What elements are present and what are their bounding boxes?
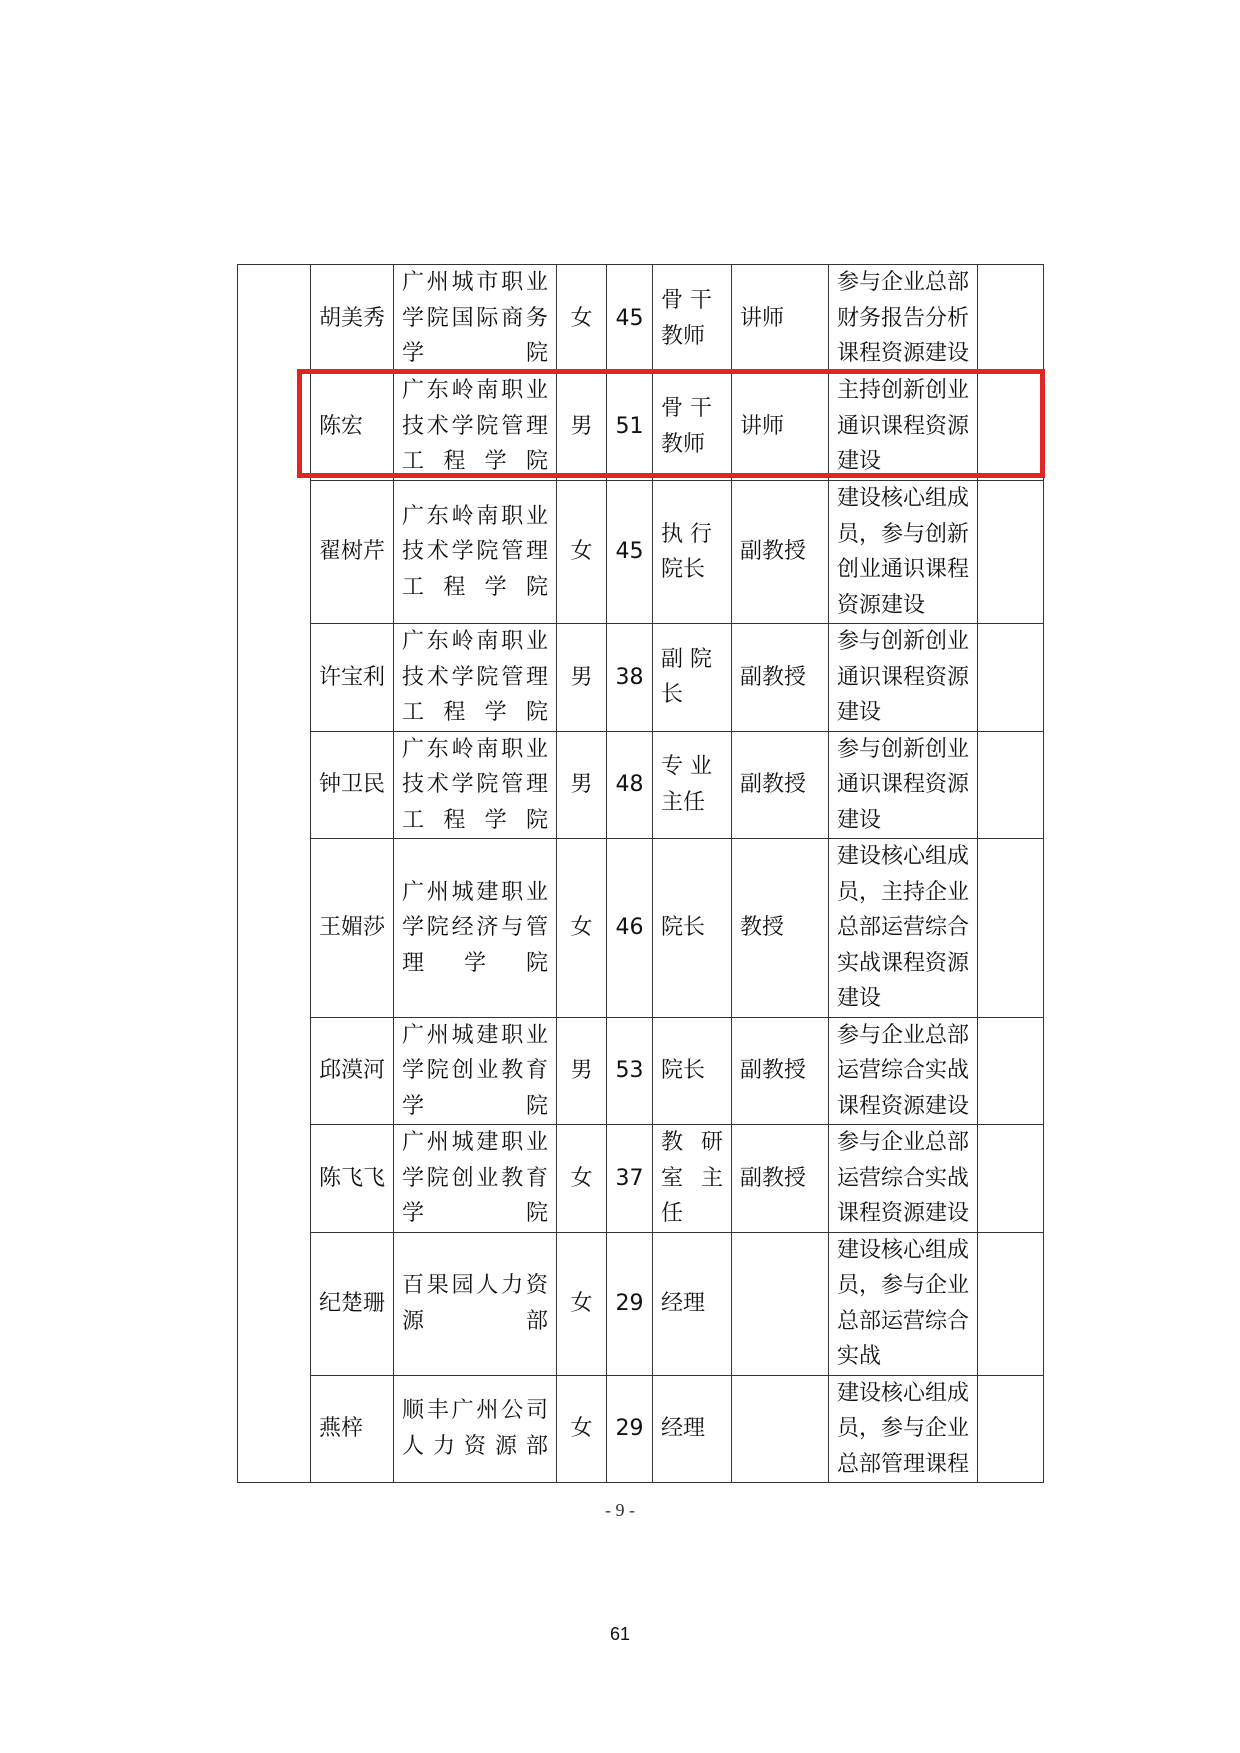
gender-cell: 女 [557, 1375, 607, 1483]
unit-cell: 百果园人力资源部 [394, 1232, 557, 1375]
age-cell: 29 [607, 1375, 653, 1483]
title-cell: 讲师 [732, 265, 829, 373]
title-cell: 副教授 [732, 1125, 829, 1233]
title-cell: 副教授 [732, 624, 829, 732]
task-cell: 参与创新创业通识课程资源建设 [829, 731, 978, 839]
gender-cell: 女 [557, 481, 607, 624]
position-cell: 教 研 室 主 任 [653, 1125, 732, 1233]
note-cell [978, 373, 1044, 481]
gender-cell: 女 [557, 1232, 607, 1375]
note-cell [978, 624, 1044, 732]
note-cell [978, 1232, 1044, 1375]
unit-cell: 广州城市职业学院国际商务学院 [394, 265, 557, 373]
note-cell [978, 1125, 1044, 1233]
name-cell: 翟树芹 [311, 481, 394, 624]
note-cell [978, 839, 1044, 1018]
outer-page-number: 61 [609, 1624, 631, 1644]
position-cell: 经理 [653, 1232, 732, 1375]
gender-cell: 男 [557, 624, 607, 732]
age-cell: 38 [607, 624, 653, 732]
unit-cell: 广州城建职业学院创业教育学院 [394, 1125, 557, 1233]
name-cell: 陈宏 [311, 373, 394, 481]
gender-cell: 女 [557, 1125, 607, 1233]
task-cell: 建设核心组成员，参与企业总部管理课程 [829, 1375, 978, 1483]
name-cell: 邱漠河 [311, 1017, 394, 1125]
name-cell: 胡美秀 [311, 265, 394, 373]
unit-cell: 广东岭南职业技术学院管理工程学院 [394, 624, 557, 732]
age-cell: 45 [607, 481, 653, 624]
age-cell: 45 [607, 265, 653, 373]
note-cell [978, 1375, 1044, 1483]
task-cell: 参与创新创业通识课程资源建设 [829, 624, 978, 732]
table-row [238, 481, 1044, 624]
gender-cell: 女 [557, 265, 607, 373]
table-row [238, 839, 1044, 1018]
task-cell: 参与企业总部运营综合实战课程资源建设 [829, 1125, 978, 1233]
title-cell: 副教授 [732, 481, 829, 624]
title-cell: 讲师 [732, 373, 829, 481]
age-cell: 48 [607, 731, 653, 839]
task-cell: 建设核心组成员，主持企业总部运营综合实战课程资源建设 [829, 839, 978, 1018]
name-cell: 王媚莎 [311, 839, 394, 1018]
name-cell: 钟卫民 [311, 731, 394, 839]
unit-cell: 顺丰广州公司人力资源部 [394, 1375, 557, 1483]
age-cell: 29 [607, 1232, 653, 1375]
gender-cell: 男 [557, 373, 607, 481]
table-row [238, 1232, 1044, 1375]
position-cell: 院长 [653, 839, 732, 1018]
note-cell [978, 265, 1044, 373]
name-cell: 许宝利 [311, 624, 394, 732]
inner-page-number: - 9 - [605, 1500, 635, 1520]
table-row [238, 373, 1044, 481]
name-cell: 陈飞飞 [311, 1125, 394, 1233]
table-row [238, 731, 1044, 839]
table-row [238, 1375, 1044, 1483]
title-cell [732, 1232, 829, 1375]
unit-cell: 广州城建职业学院创业教育学院 [394, 1017, 557, 1125]
staff-table [237, 264, 1044, 1483]
position-cell: 院长 [653, 1017, 732, 1125]
title-cell: 副教授 [732, 731, 829, 839]
task-cell: 参与企业总部财务报告分析课程资源建设 [829, 265, 978, 373]
position-cell: 骨 干 教师 [653, 373, 732, 481]
age-cell: 46 [607, 839, 653, 1018]
task-cell: 参与企业总部运营综合实战课程资源建设 [829, 1017, 978, 1125]
task-cell: 建设核心组成员，参与企业总部运营综合实战 [829, 1232, 978, 1375]
unit-cell: 广东岭南职业技术学院管理工程学院 [394, 481, 557, 624]
unit-cell: 广州城建职业学院经济与管理学院 [394, 839, 557, 1018]
task-cell: 建设核心组成员，参与创新创业通识课程资源建设 [829, 481, 978, 624]
table-row [238, 624, 1044, 732]
title-cell [732, 1375, 829, 1483]
note-cell [978, 731, 1044, 839]
position-cell: 经理 [653, 1375, 732, 1483]
age-cell: 37 [607, 1125, 653, 1233]
gender-cell: 女 [557, 839, 607, 1018]
name-cell: 燕梓 [311, 1375, 394, 1483]
gender-cell: 男 [557, 731, 607, 839]
position-cell: 副 院 长 [653, 624, 732, 732]
gender-cell: 男 [557, 1017, 607, 1125]
group-cell [238, 265, 311, 1483]
position-cell: 专 业 主任 [653, 731, 732, 839]
position-cell: 执 行 院长 [653, 481, 732, 624]
note-cell [978, 481, 1044, 624]
unit-cell: 广东岭南职业技术学院管理工程学院 [394, 373, 557, 481]
table-row [238, 1017, 1044, 1125]
title-cell: 教授 [732, 839, 829, 1018]
task-cell: 主持创新创业通识课程资源建设 [829, 373, 978, 481]
unit-cell: 广东岭南职业技术学院管理工程学院 [394, 731, 557, 839]
table-row [238, 1125, 1044, 1233]
name-cell: 纪楚珊 [311, 1232, 394, 1375]
note-cell [978, 1017, 1044, 1125]
age-cell: 53 [607, 1017, 653, 1125]
table-row [238, 265, 1044, 373]
title-cell: 副教授 [732, 1017, 829, 1125]
age-cell: 51 [607, 373, 653, 481]
position-cell: 骨 干 教师 [653, 265, 732, 373]
